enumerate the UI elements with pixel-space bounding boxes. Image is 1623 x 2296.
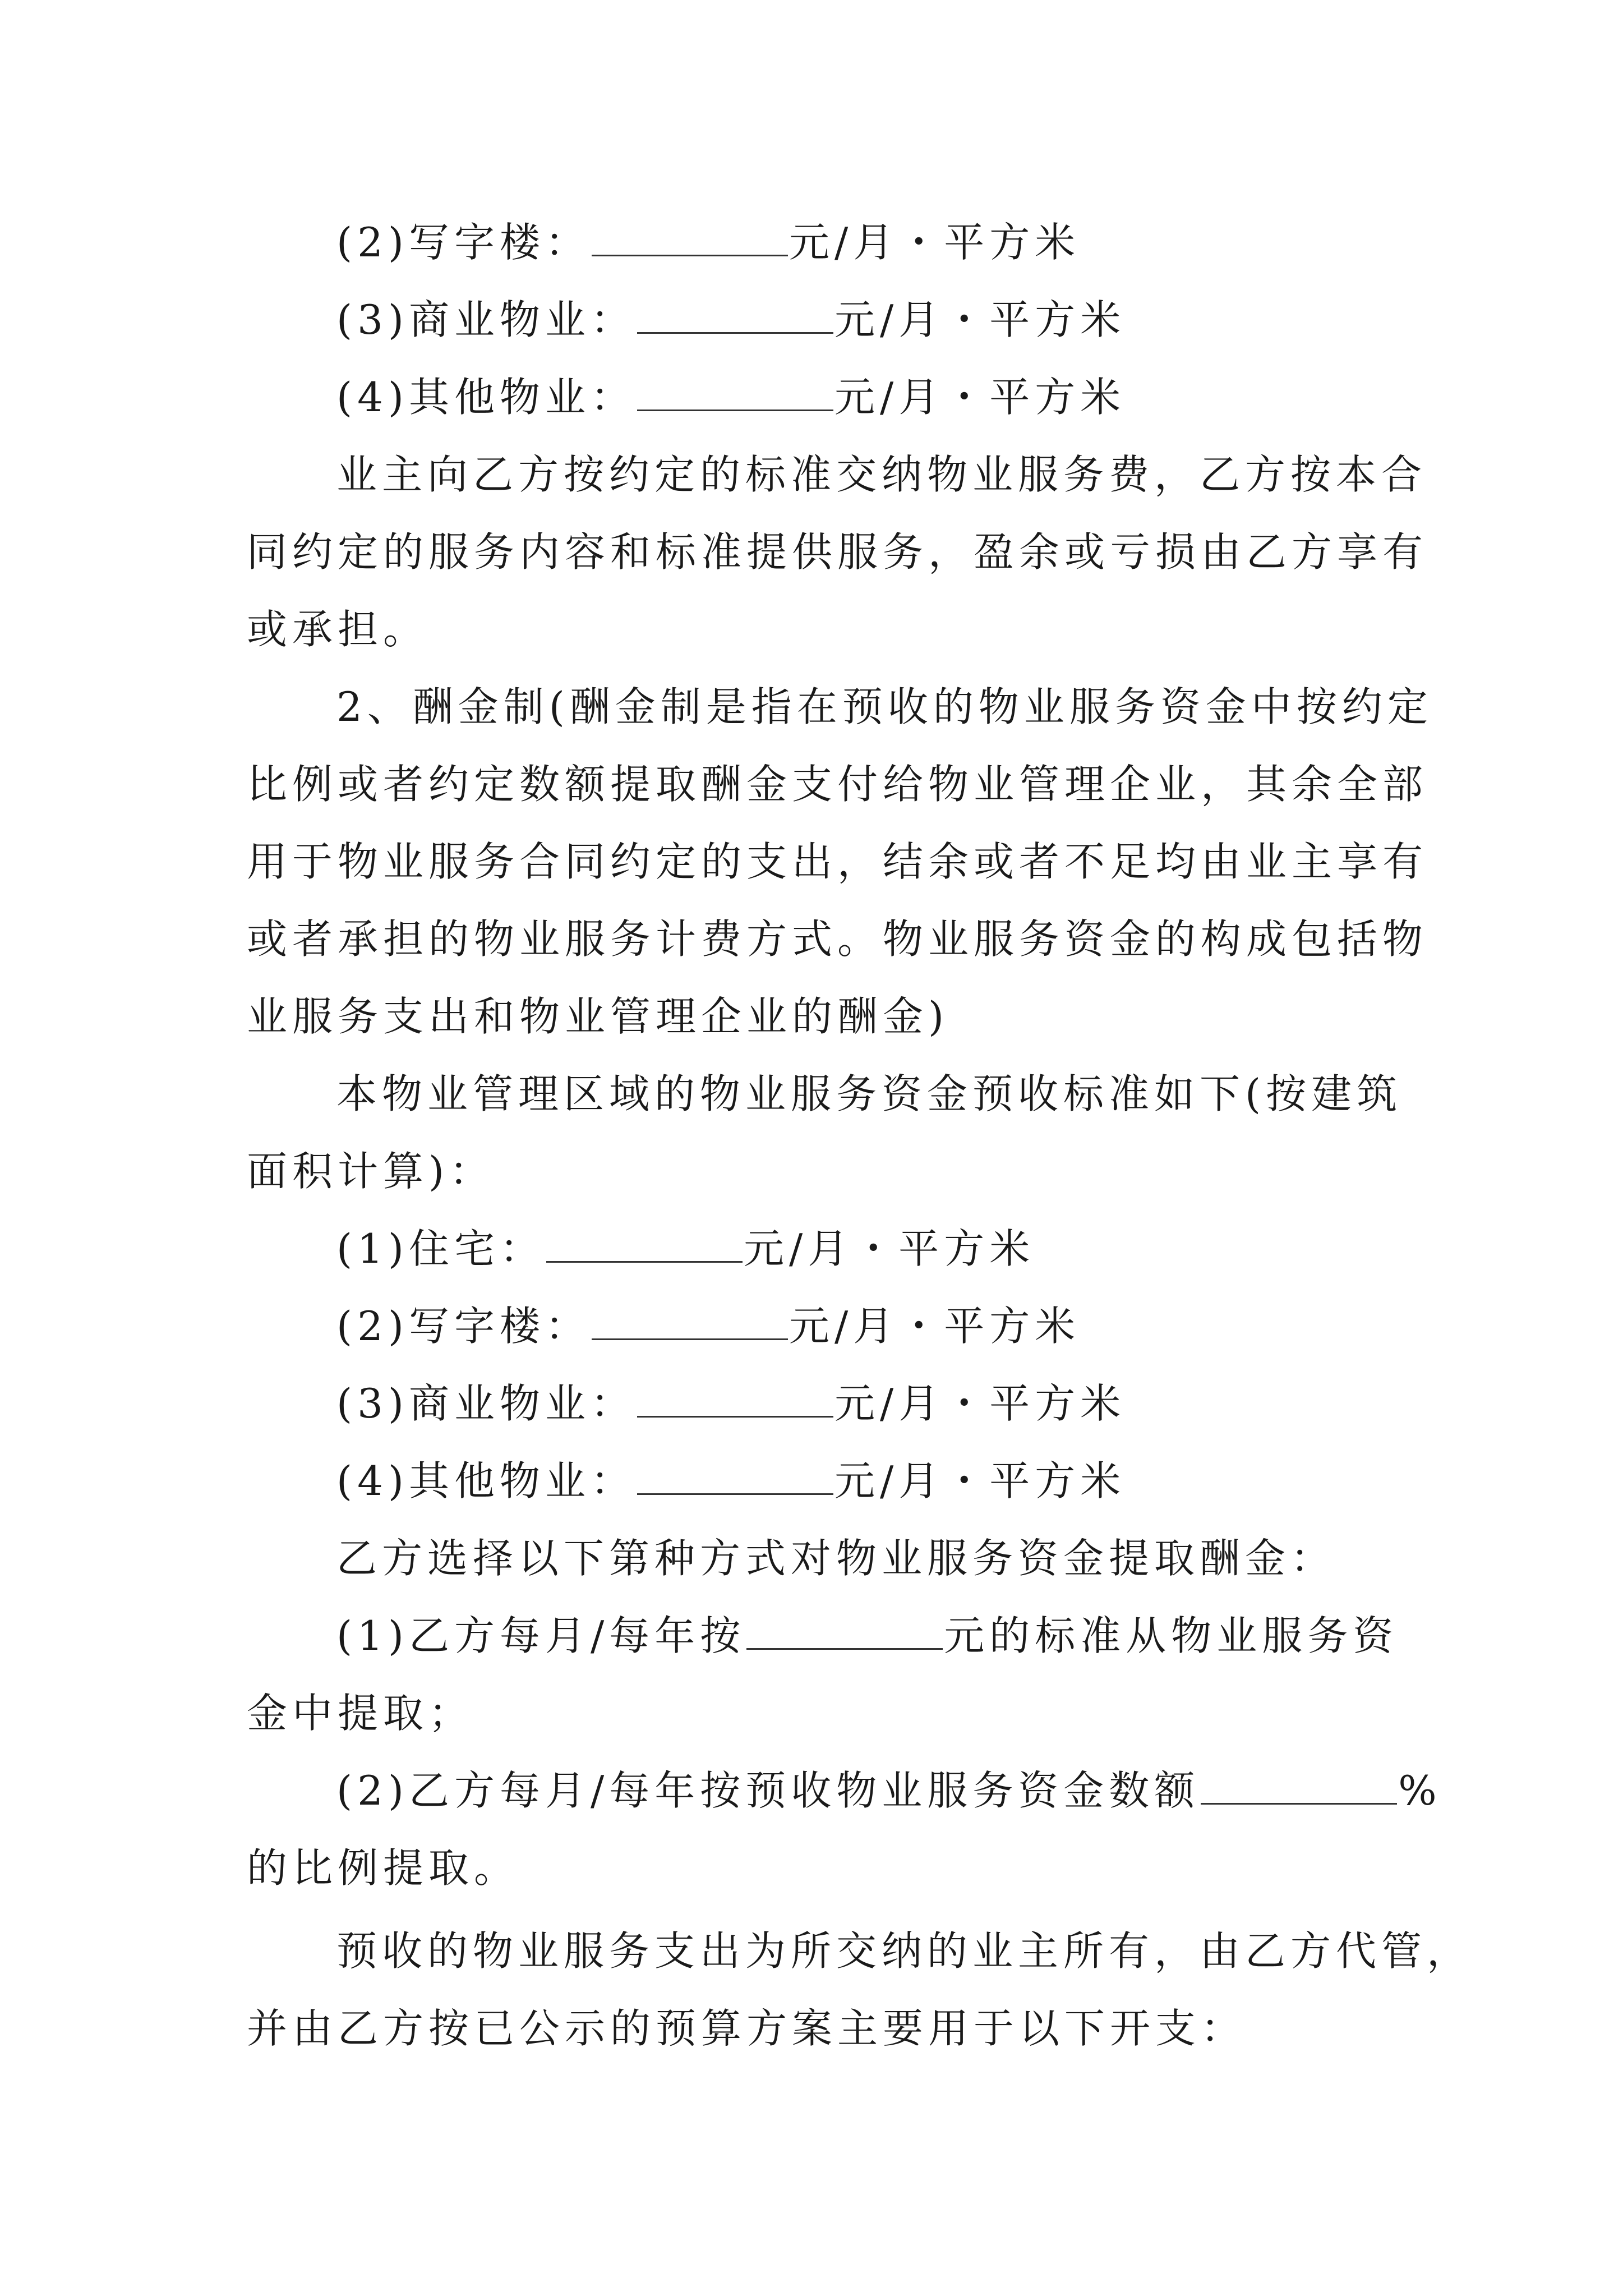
paragraph-line: 或者承担的物业服务计费方式。物业服务资金的构成包括物 (247, 915, 1428, 963)
paragraph-line: 2、酬金制(酬金制是指在预收的物业服务资金中按约定 (336, 683, 1433, 730)
remuneration-option-2-label: (2)乙方每月/每年按预收物业服务资金数额 (336, 1767, 1200, 1814)
fee-other (336, 358, 1126, 436)
remuneration-option-2-unit: % (1398, 1767, 1442, 1814)
fee-commercial-label: (3)商业物业： (336, 296, 636, 343)
fee-other-label: (4)其他物业： (336, 374, 636, 421)
paragraph-line: 乙方选择以下第种方式对物业服务资金提取酬金： (336, 1535, 1336, 1582)
fund-residential-blank (546, 1259, 743, 1263)
remuneration-option-2 (336, 1751, 1442, 1830)
fund-commercial-label: (3)商业物业： (336, 1380, 636, 1427)
paragraph-line: 同约定的服务内容和标准提供服务，盈余或亏损由乙方享有 (247, 528, 1428, 576)
fund-office (336, 1287, 1080, 1365)
paragraph-line: 业服务支出和物业管理企业的酬金) (247, 993, 949, 1040)
fund-office-blank (592, 1336, 788, 1340)
fund-office-unit: 元/月・平方米 (789, 1303, 1081, 1350)
paragraph-line: 金中提取； (247, 1690, 474, 1737)
fund-commercial-unit: 元/月・平方米 (834, 1380, 1126, 1427)
fee-office (336, 203, 1080, 282)
paragraph-line: 面积计算)： (247, 1148, 495, 1195)
paragraph-line: 并由乙方按已公示的预算方案主要用于以下开支： (247, 2005, 1247, 2052)
paragraph-line: 本物业管理区域的物业服务资金预收标准如下(按建筑 (336, 1070, 1403, 1117)
remuneration-option-2-blank (1201, 1801, 1397, 1805)
fund-other (336, 1442, 1126, 1520)
fee-other-unit: 元/月・平方米 (834, 374, 1126, 421)
paragraph-line: 预收的物业服务支出为所交纳的业主所有，由乙方代管， (336, 1927, 1473, 1975)
fee-office-label: (2)写字楼： (336, 219, 591, 266)
fee-commercial-blank (637, 330, 833, 334)
fund-residential (336, 1209, 1035, 1288)
remuneration-option-1 (336, 1596, 1398, 1675)
fund-residential-label: (1)住宅： (336, 1225, 545, 1272)
fund-residential-unit: 元/月・平方米 (744, 1225, 1035, 1272)
fee-other-blank (637, 407, 833, 411)
fund-commercial (336, 1364, 1126, 1443)
fund-other-label: (4)其他物业： (336, 1457, 636, 1504)
paragraph-line: 用于物业服务合同约定的支出，结余或者不足均由业主享有 (247, 838, 1428, 885)
fee-office-blank (592, 252, 788, 256)
paragraph-line: 业主向乙方按约定的标准交纳物业服务费，乙方按本合 (336, 451, 1427, 498)
paragraph-line: 比例或者约定数额提取酬金支付给物业管理企业，其余全部 (247, 761, 1428, 808)
fee-office-unit: 元/月・平方米 (789, 219, 1081, 266)
fund-other-blank (637, 1491, 833, 1495)
paragraph-line: 或承担。 (247, 606, 429, 653)
remuneration-option-1-rest: 元的标准从物业服务资 (944, 1612, 1399, 1659)
remuneration-option-1-label: (1)乙方每月/每年按 (336, 1612, 746, 1659)
fund-commercial-blank (637, 1414, 833, 1418)
fund-other-unit: 元/月・平方米 (834, 1457, 1126, 1504)
fee-commercial (336, 280, 1126, 359)
paragraph-line: 的比例提取。 (247, 1844, 520, 1892)
fund-office-label: (2)写字楼： (336, 1303, 591, 1350)
remuneration-option-1-blank (746, 1646, 943, 1650)
fee-commercial-unit: 元/月・平方米 (834, 296, 1126, 343)
